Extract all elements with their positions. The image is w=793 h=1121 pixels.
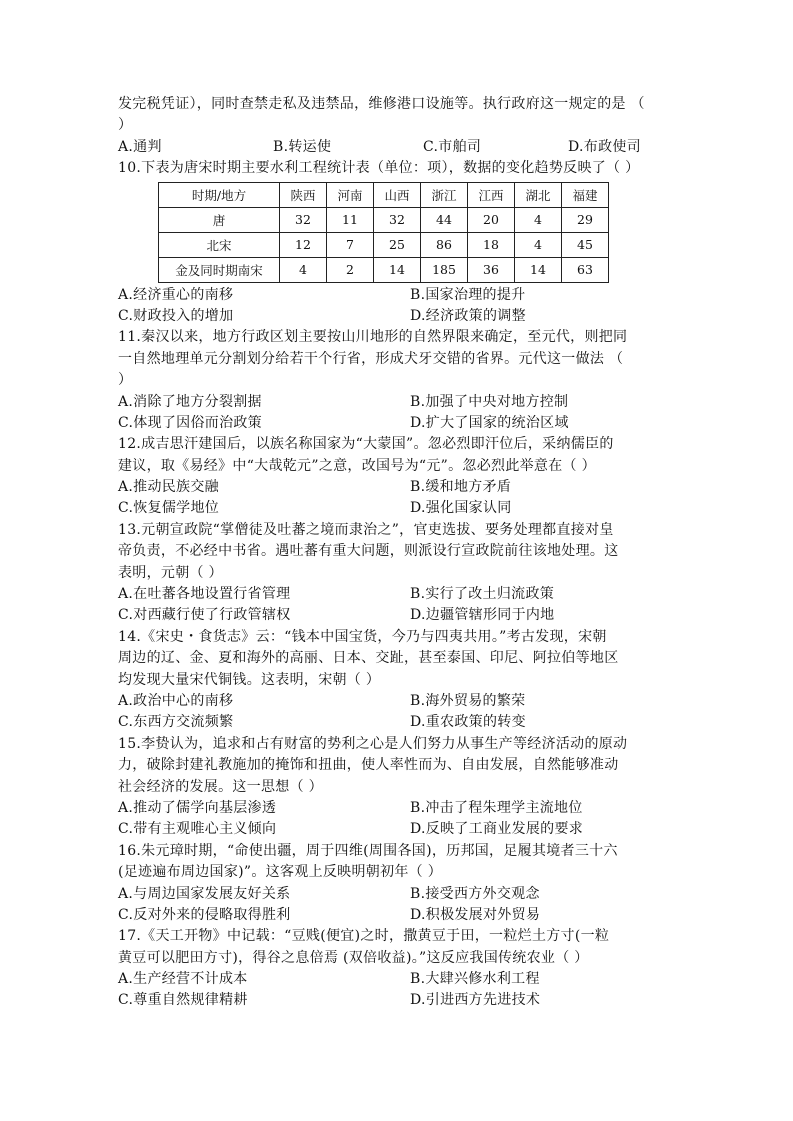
table-cell: 12: [280, 232, 327, 257]
table-cell: 14: [374, 257, 421, 282]
option-d: D.积极发展对外贸易: [410, 906, 541, 923]
option-d: D.重农政策的转变: [410, 714, 526, 731]
option-b: B.大肆兴修水利工程: [410, 971, 540, 988]
question-10: [118, 158, 678, 327]
option-c: C.对西藏行使了行政管辖权: [118, 607, 291, 624]
table-cell: 18: [468, 232, 515, 257]
option-c: C.东西方交流频繁: [118, 714, 234, 731]
question-13: [118, 520, 678, 627]
question-16: [118, 841, 678, 927]
option-a: A.生产经营不计成本: [118, 971, 248, 988]
options-row: [118, 285, 678, 306]
option-c: C.恢复儒学地位: [118, 500, 220, 517]
table-header-cell: 陕西: [280, 182, 327, 207]
table-cell: 32: [374, 207, 421, 232]
stem-line: 发完税凭证），同时查禁走私及违禁品，维修港口设施等。执行政府这一规定的是 （: [118, 96, 645, 112]
table-cell: 金及同时期南宋: [159, 257, 280, 282]
table-cell: 北宋: [159, 232, 280, 257]
option-c: C.尊重自然规律精耕: [118, 992, 248, 1009]
table-cell: 4: [515, 232, 562, 257]
option-a: A.经济重心的南移: [118, 286, 234, 303]
options-row: [118, 584, 678, 605]
stem-line: 黄豆可以肥田方寸)，得谷之息倍焉 (双倍收益)。”这反应我国传统农业（ ）: [118, 949, 589, 966]
table-header-cell: 浙江: [421, 182, 468, 207]
option-c: C.市舶司: [423, 138, 482, 155]
options-row: [118, 969, 678, 990]
option-a: A.通判: [118, 138, 162, 155]
question-12: [118, 434, 678, 520]
table-cell: 4: [515, 207, 562, 232]
stem-line: (足迹遍布周边国家)”。这客观上反映明朝初年（ ）: [118, 864, 443, 881]
options-row: [118, 798, 678, 819]
table-cell: 185: [421, 257, 468, 282]
option-d: D.强化国家认同: [410, 500, 512, 517]
table-cell: 11: [327, 207, 374, 232]
options-row: [118, 137, 678, 158]
stem-line: ）: [118, 372, 133, 389]
option-c: C.体现了因俗而治政策: [118, 414, 262, 431]
question-14: [118, 627, 678, 734]
options-row: [118, 413, 678, 434]
table-cell: 45: [562, 232, 609, 257]
table-cell: 7: [327, 232, 374, 257]
option-c: C.反对外来的侵略取得胜利: [118, 906, 291, 923]
table-cell: 4: [280, 257, 327, 282]
option-b: B.海外贸易的繁荣: [410, 692, 526, 709]
stem-line: 15.李贽认为，追求和占有财富的势利之心是人们努力从事生产等经济活动的原动: [118, 735, 628, 752]
options-row: [118, 712, 678, 733]
option-b: B.接受西方外交观念: [410, 885, 540, 902]
option-d: D.经济政策的调整: [410, 307, 526, 324]
table-row: [159, 257, 609, 282]
table-cell: 29: [562, 207, 609, 232]
table-header-row: [159, 182, 609, 207]
question-17: [118, 926, 678, 1012]
stem-line: 17.《天工开物》中记载：“豆贱(便宜)之时，撒黄豆于田，一粒烂土方寸(一粒: [118, 928, 610, 945]
options-row: [118, 605, 678, 626]
option-a: A.政治中心的南移: [118, 692, 234, 709]
table-cell: 唐: [159, 207, 280, 232]
stem-line: 一自然地理单元分割划分给若干个行省，形成犬牙交错的省界。元代这一做法 （: [118, 350, 624, 367]
stem-line: 11.秦汉以来，地方行政区划主要按山川地形的自然界限来确定，至元代，则把同: [118, 329, 628, 346]
stem-line: 10.下表为唐宋时期主要水利工程统计表（单位：项），数据的变化趋势反映了（ ）: [118, 160, 640, 177]
option-a: A.推动了儒学向基层渗透: [118, 799, 277, 816]
table-header-cell: 山西: [374, 182, 421, 207]
option-a: A.与周边国家发展友好关系: [118, 885, 291, 902]
table-cell: 20: [468, 207, 515, 232]
table-row: [159, 207, 609, 232]
table-cell: 86: [421, 232, 468, 257]
table-header-cell: 江西: [468, 182, 515, 207]
option-a: A.在吐蕃各地设置行省管理: [118, 586, 291, 603]
question-11: [118, 327, 678, 434]
stem-line: 力，破除封建礼教施加的掩饰和扭曲，使人率性而为、自由发展，自然能够准动: [118, 757, 619, 774]
option-b: B.转运使: [273, 138, 332, 155]
options-row: [118, 990, 678, 1011]
stem-line: 社会经济的发展。这一思想（ ）: [118, 778, 323, 795]
table-cell: 44: [421, 207, 468, 232]
option-b: B.国家治理的提升: [410, 286, 526, 303]
option-b: B.加强了中央对地方控制: [410, 393, 569, 410]
options-row: [118, 306, 678, 327]
stem-line: 均发现大量宋代铜钱。这表明，宋朝（ ）: [118, 671, 381, 688]
option-d: D.引进西方先进技术: [410, 992, 541, 1009]
table-row: [159, 232, 609, 257]
option-a: A.消除了地方分裂割据: [118, 393, 262, 410]
table-cell: 63: [562, 257, 609, 282]
options-row: [118, 905, 678, 926]
stem-line: 13.元朝宣政院“掌僧徒及吐蕃之境而隶治之”，官吏选拔、要务处理都直接对皇: [118, 521, 614, 538]
table-header-cell: 福建: [562, 182, 609, 207]
options-row: [118, 691, 678, 712]
options-row: [118, 884, 678, 905]
options-row: [118, 498, 678, 519]
stem-line: 表明，元朝（ ）: [118, 564, 223, 581]
option-b: B.冲击了程朱理学主流地位: [410, 799, 583, 816]
table-header-cell: 河南: [327, 182, 374, 207]
table-header-cell: 时期/地方: [159, 182, 280, 207]
stem-line: 12.成吉思汗建国后，以族名称国家为“大蒙国”。忽必烈即汗位后，采纳儒臣的: [118, 436, 614, 453]
stem-line: 周边的辽、金、夏和海外的高丽、日本、交趾，甚至泰国、印尼、阿拉伯等地区: [118, 650, 619, 667]
option-d: D.反映了工商业发展的要求: [410, 821, 584, 838]
option-c: C.财政投入的增加: [118, 307, 234, 324]
stem-line: 建议，取《易经》中“大哉乾元”之意，改国号为“元”。忽必烈此举意在（ ）: [118, 457, 596, 474]
exam-page: [118, 94, 678, 1012]
table-cell: 14: [515, 257, 562, 282]
question-15: [118, 734, 678, 841]
question-9-tail: [118, 94, 678, 158]
stem-line: 帝负责，不必经中书省。遇吐蕃有重大问题，则派设行宣政院前往该地处理。这: [118, 543, 619, 560]
table-cell: 36: [468, 257, 515, 282]
table-cell: 25: [374, 232, 421, 257]
option-d: D.边疆管辖形同于内地: [410, 607, 555, 624]
stem-line: ）: [118, 117, 133, 134]
option-b: B.缓和地方矛盾: [410, 479, 512, 496]
options-row: [118, 819, 678, 840]
option-a: A.推动民族交融: [118, 479, 219, 496]
stem-line: 16.朱元璋时期，“命使出疆，周于四维(周围各国)，历邦国，足履其境者三十六: [118, 842, 618, 859]
water-projects-table: [158, 182, 609, 283]
options-row: [118, 477, 678, 498]
option-b: B.实行了改土归流政策: [410, 586, 555, 603]
option-c: C.带有主观唯心主义倾向: [118, 821, 277, 838]
table-cell: 32: [280, 207, 327, 232]
stem-line: 14.《宋史・食货志》云：“钱本中国宝货，今乃与四夷共用。”考古发现，宋朝: [118, 628, 607, 645]
option-d: D.布政使司: [568, 138, 641, 155]
options-row: [118, 392, 678, 413]
table-cell: 2: [327, 257, 374, 282]
table-header-cell: 湖北: [515, 182, 562, 207]
option-d: D.扩大了国家的统治区域: [410, 414, 569, 431]
